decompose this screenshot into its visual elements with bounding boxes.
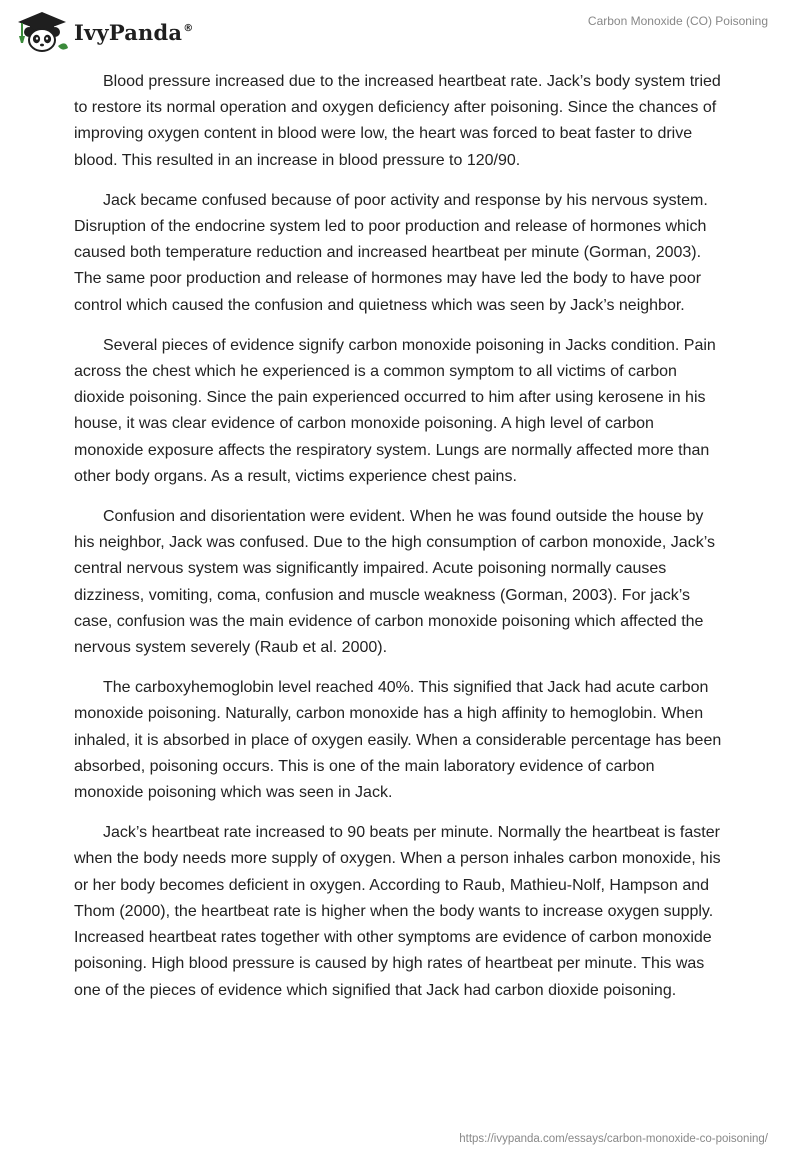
paragraph: Blood pressure increased due to the increased heartbeat rate. Jack’s body system tried to restore its normal operation and oxygen deficiency after poisoning. Since the chances of improving oxygen content in blood were low, the heart was forced to beat faster to drive blood. This resulted in an increase in blood pressure to 120/90. [74,73,721,169]
paragraph: The carboxyhemoglobin level reached 40%. This signified that Jack had acute carbon monoxide poisoning. Naturally, carbon monoxide has a high affinity to hemoglobin. When inhaled, it is absorbed in place of oxygen easily. When a considerable percentage has been absorbed, poisoning occurs. This is one of the main laboratory evidence of carbon monoxide poisoning which was seen in Jack. [74,679,722,802]
ivypanda-logo[interactable] [14,10,193,52]
document-title: Carbon Monoxide (CO) Poisoning [587,14,768,28]
registered-mark: ® [183,22,194,34]
paragraph: Several pieces of evidence signify carbon monoxide poisoning in Jacks condition. Pain across the chest which he experienced is a common symptom to all victims of carbon dioxide poisoning. Since the pain experienced occurred to him after using kerosene in his house, it was clear evidence of carbon monoxide poisoning. A high level of carbon monoxide exposure affects the respiratory system. Lungs are normally affected more than other body organs. As a result, victims experience chest pains. [74,336,716,485]
source-url-link[interactable]: https://ivypanda.com/essays/carbon-monoxide-co-poisoning/ [459,1133,768,1145]
panda-graduate-icon [14,10,70,52]
paragraph: Jack’s heartbeat rate increased to 90 beats per minute. Normally the heartbeat is faster when the body needs more supply of oxygen. When a person inhales carbon monoxide, his or her body becomes deficient in oxygen. According to Raub, Mathieu-Nolf, Hampson and Thom (2000), the heartbeat rate is higher when the body wants to increase oxygen supply. Increased heartbeat rates together with other symptoms are evidence of carbon monoxide poisoning. High blood pressure is caused by high rates of heartbeat per minute. This was one of the pieces of evidence which signified that Jack had carbon dioxide poisoning. [74,824,721,999]
paragraph: Jack became confused because of poor activity and response by his nervous system. Disruption of the endocrine system led to poor production and release of hormones which caused both temperature reduction and increased heartbeat per minute (Gorman, 2003). The same poor production and release of hormones may have led the body to have poor control which caused the confusion and quietness which was seen by Jack’s neighbor. [74,191,708,314]
essay-body [74,69,726,1018]
logo-wordmark: IvyPanda® [74,19,194,45]
page-header [0,0,800,60]
paragraph: Confusion and disorientation were evident. When he was found outside the house by his neighbor, Jack was confused. Due to the high consumption of carbon monoxide, Jack’s central nervous system was significantly impaired. Acute poisoning normally causes dizziness, vomiting, coma, confusion and muscle weakness (Gorman, 2003). For jack’s case, confusion was the main evidence of carbon monoxide poisoning which affected the nervous system severely (Raub et al. 2000). [74,508,715,657]
